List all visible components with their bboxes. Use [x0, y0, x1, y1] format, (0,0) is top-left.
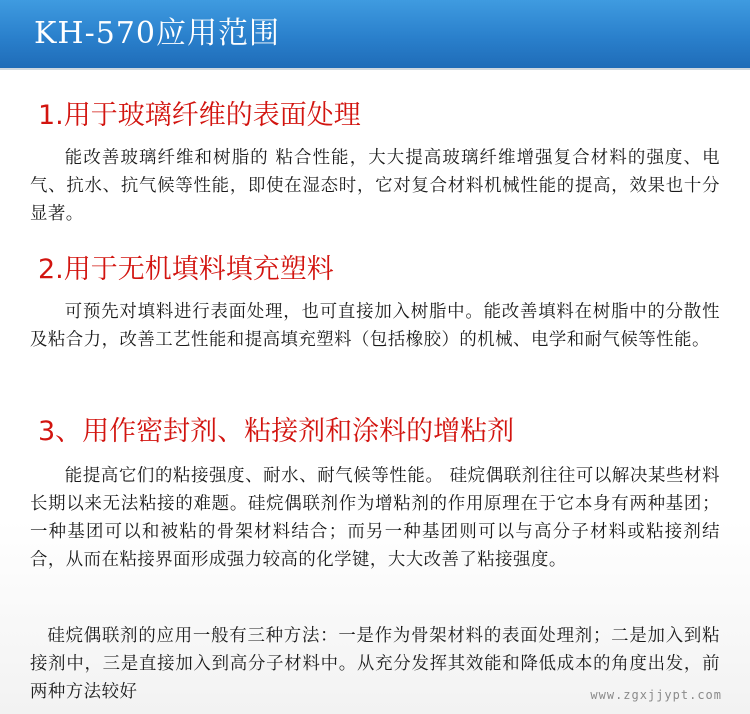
section-1-body: 能改善玻璃纤维和树脂的 粘合性能，大大提高玻璃纤维增强复合材料的强度、电气、抗水、抗气候等性能，即使在湿态时，它对复合材料机械性能的提高，效果也十分显著。	[30, 148, 720, 224]
page-title: KH-570应用范围	[34, 16, 280, 51]
section-2-heading: 2.用于无机填料填充塑料	[38, 254, 334, 285]
section-3-heading: 3、用作密封剂、粘接剂和涂料的增粘剂	[38, 416, 515, 447]
site-watermark: www.zgxjjypt.com	[590, 688, 722, 702]
title-banner	[0, 0, 750, 70]
summary-paragraph: 硅烷偶联剂的应用一般有三种方法：一是作为骨架材料的表面处理剂；二是加入到粘接剂中，三是直接加入到高分子材料中。从充分发挥其效能和降低成本的角度出发，前两种方法较好	[30, 626, 720, 702]
content-area	[0, 70, 750, 714]
section-2-body: 可预先对填料进行表面处理，也可直接加入树脂中。能改善填料在树脂中的分散性及粘合力，改善工艺性能和提高填充塑料（包括橡胶）的机械、电学和耐气候等性能。	[30, 302, 720, 350]
section-1-heading: 1.用于玻璃纤维的表面处理	[38, 100, 361, 131]
section-3-body: 能提高它们的粘接强度、耐水、耐气候等性能。 硅烷偶联剂往往可以解决某些材料长期以来无法粘接的难题。硅烷偶联剂作为增粘剂的作用原理在于它本身有两种基团；一种基团可以和被粘的骨架材料结合；而另一种基团则可以与高分子材料或粘接剂结合，从而在粘接界面形成强力较高的化学键，大大改善了粘接强度。	[30, 466, 720, 570]
